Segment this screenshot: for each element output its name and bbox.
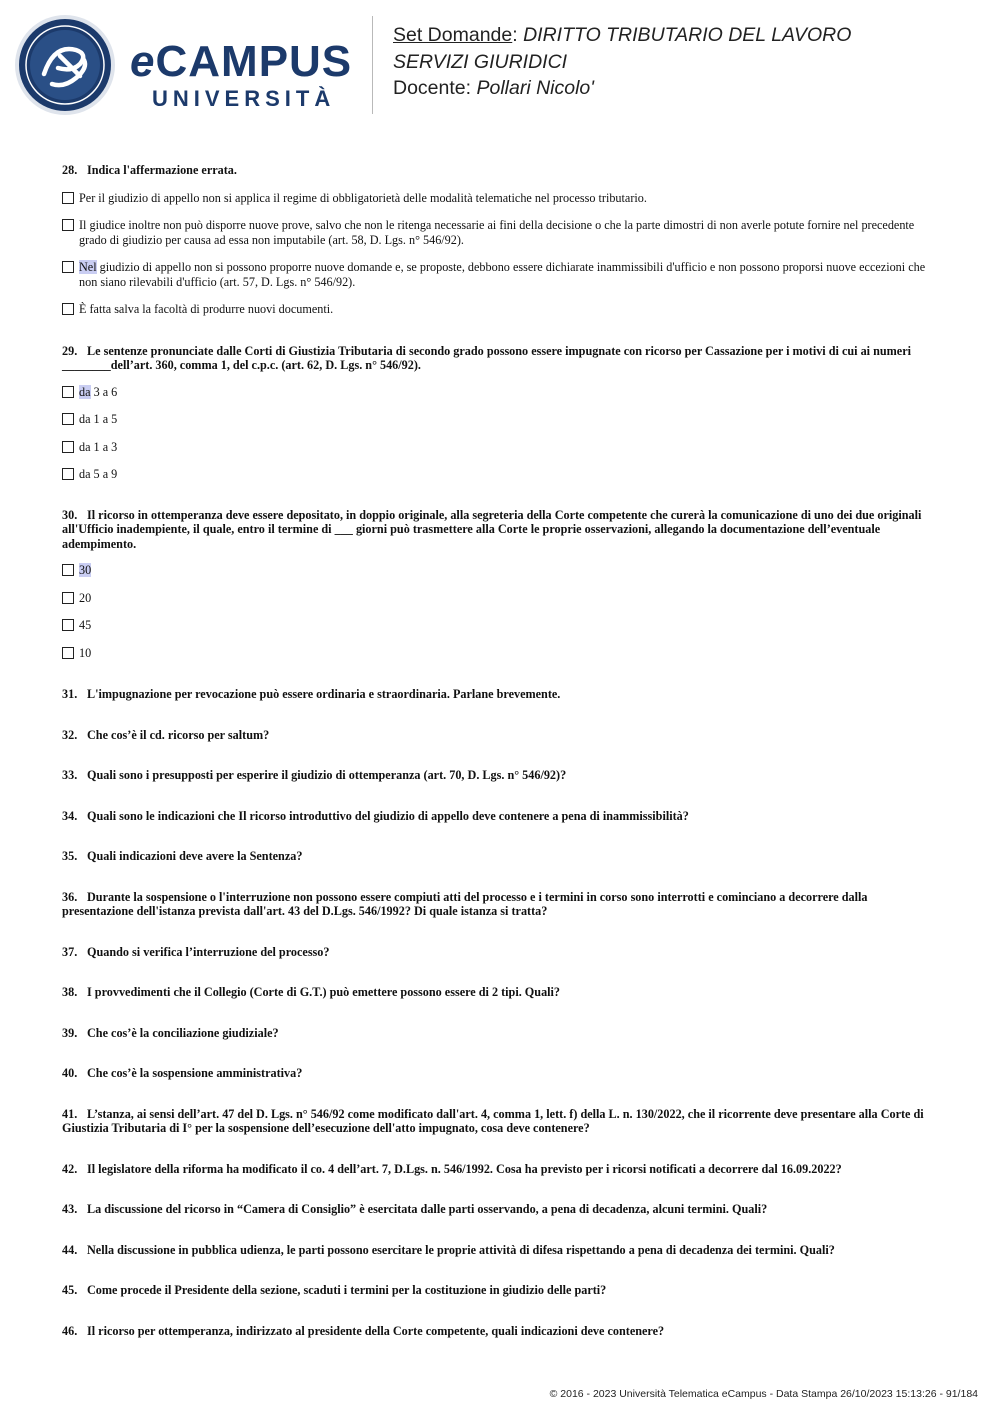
answer-option[interactable]: da 3 a 6	[62, 385, 942, 400]
checkbox[interactable]	[62, 468, 74, 480]
highlighted-text: 30	[79, 563, 92, 577]
question-text: 30. Il ricorso in ottemperanza deve essere depositato, in doppio originale, alla segreteria della Corte competente che curerà la comunicazione di uno dei due originali all'Ufficio inadempiente, il quale, entro il termine di ___ giorni può trasmettere alla Corte le proprie osservazioni, allegando la documentazione dell’eventuale adempimento.	[62, 507, 922, 551]
answer-option[interactable]: Per il giudizio di appello non si applica il regime di obbligatorietà delle modalità telematiche nel processo tributario.	[62, 191, 942, 206]
question-41: 41. L’stanza, ai sensi dell’art. 47 del D. Lgs. n° 546/92 come modificato dall'art. 4, comma 1, lett. f) della L. n. 130/2022, che il ricorrente deve presentare alla Corte di Giustizia Tributaria di I° per la sospensione dell’esecuzione dell'atto impugnato, cosa deve contenere?	[62, 1106, 924, 1135]
checkbox[interactable]	[62, 592, 74, 604]
question-30	[62, 508, 942, 661]
docente-name: Pollari Nicolo'	[476, 77, 594, 99]
set-label: Set Domande	[393, 24, 513, 46]
question-46: 46. Il ricorso per ottemperanza, indirizzato al presidente della Corte competente, quali indicazioni deve contenere?	[62, 1323, 665, 1338]
answer-option[interactable]: 45	[62, 618, 942, 633]
highlighted-text: da	[79, 384, 91, 399]
ecampus-wordmark: eCAMPUS UNIVERSITÀ	[130, 37, 353, 111]
question-40: 40. Che cos’è la sospensione amministrativa?	[62, 1066, 303, 1080]
page-footer: © 2016 - 2023 Università Telematica eCampus - Data Stampa 26/10/2023 15:13:26 - 91/184	[549, 1388, 978, 1400]
answer-option[interactable]: da 1 a 5	[62, 412, 942, 427]
answer-option[interactable]: È fatta salva la facoltà di produrre nuovi documenti.	[62, 302, 942, 317]
ecampus-seal-logo	[14, 14, 116, 116]
question-38: 38. I provvedimenti che il Collegio (Corte di G.T.) può emettere possono essere di 2 tipi. Quali?	[62, 985, 561, 999]
checkbox[interactable]	[62, 619, 74, 631]
question-text: 28. Indica l'affermazione errata.	[62, 163, 237, 177]
question-35: 35. Quali indicazioni deve avere la Sentenza?	[62, 849, 303, 863]
highlighted-text: Nel	[79, 260, 97, 274]
answer-option[interactable]: Nel giudizio di appello non si possono proporre nuove domande e, se proposte, debbono essere dichiarate inammissibili d'ufficio e non possono proporsi nuove eccezioni che non siano rilevabili d'ufficio (art. 57, D. Lgs. n° 546/92).	[62, 260, 942, 289]
answer-option[interactable]	[62, 563, 942, 578]
course-title: DIRITTO TRIBUTARIO DEL LAVORO	[523, 24, 852, 46]
checkbox[interactable]	[62, 386, 74, 398]
question-32: 32. Che cos’è il cd. ricorso per saltum?	[62, 727, 270, 742]
course-subtitle: SERVIZI GIURIDICI	[393, 50, 568, 73]
question-29	[62, 344, 942, 482]
answer-option[interactable]: da 5 a 9	[62, 467, 942, 482]
question-28	[62, 163, 942, 317]
checkbox[interactable]	[62, 647, 74, 659]
answer-option[interactable]: 20	[62, 591, 942, 606]
checkbox[interactable]	[62, 192, 74, 204]
question-text: 29. Le sentenze pronunciate dalle Corti di Giustizia Tributaria di secondo grado possono essere impugnate con ricorso per Cassazione per i motivi di cui ai numeri ________dell’art. 360, comma 1, del c.p.c. (art. 62, D. Lgs. n° 546/92).	[62, 343, 912, 372]
answer-option[interactable]: da 1 a 3	[62, 440, 942, 455]
docente-label: Docente:	[393, 77, 477, 99]
question-33: 33. Quali sono i presupposti per esperire il giudizio di ottemperanza (art. 70, D. Lgs. n° 546/92)?	[62, 768, 567, 782]
checkbox[interactable]	[62, 303, 74, 315]
header-divider	[372, 16, 373, 114]
questions-list	[62, 163, 942, 1338]
answer-option[interactable]: 10	[62, 646, 942, 661]
question-31: 31. L'impugnazione per revocazione può essere ordinaria e straordinaria. Parlane brevemente.	[62, 687, 561, 701]
question-44: 44. Nella discussione in pubblica udienza, le parti possono esercitare le proprie attività di difesa rispettando a pena di decadenza dei termini. Quali?	[62, 1242, 835, 1257]
question-34: 34. Quali sono le indicazioni che Il ricorso introduttivo del giudizio di appello deve contenere a pena di inammissibilità?	[62, 808, 689, 823]
checkbox[interactable]	[62, 261, 74, 273]
checkbox[interactable]	[62, 219, 74, 231]
checkbox[interactable]	[62, 441, 74, 453]
checkbox[interactable]	[62, 413, 74, 425]
question-43: 43. La discussione del ricorso in “Camera di Consiglio” è esercitata dalle parti osservando, a pena di decadenza, alcuni termini. Quali?	[62, 1202, 768, 1216]
header-info: Set Domande: DIRITTO TRIBUTARIO DEL LAVORO SERVIZI GIURIDICI Docente: Pollari Nicolo'	[393, 24, 852, 99]
question-45: 45. Come procede il Presidente della sezione, scaduti i termini per la costituzione in giudizio delle parti?	[62, 1283, 607, 1297]
open-questions	[62, 687, 942, 1338]
question-39: 39. Che cos’è la conciliazione giudiziale?	[62, 1025, 279, 1040]
answer-option[interactable]: Il giudice inoltre non può disporre nuove prove, salvo che non le ritenga necessarie ai fini della decisione o che la parte dimostri di non averle potute fornire nel precedente grado di giudizio per causa ad essa non imputabile (art. 58, D. Lgs. n° 546/92).	[62, 218, 942, 247]
checkbox[interactable]	[62, 564, 74, 576]
question-36: 36. Durante la sospensione o l'interruzione non possono essere compiuti atti del processo e i termini in corso sono interrotti e cominciano a decorrere dalla presentazione dell'istanza prevista dall'art. 43 del D.Lgs. 546/1992? Di quale istanza si tratta?	[62, 889, 868, 918]
question-37: 37. Quando si verifica l’interruzione del processo?	[62, 944, 330, 959]
page-header	[0, 0, 1000, 130]
question-42: 42. Il legislatore della riforma ha modificato il co. 4 dell’art. 7, D.Lgs. n. 546/1992. Cosa ha previsto per i ricorsi notificati a decorrere dal 16.09.2022?	[62, 1161, 842, 1176]
